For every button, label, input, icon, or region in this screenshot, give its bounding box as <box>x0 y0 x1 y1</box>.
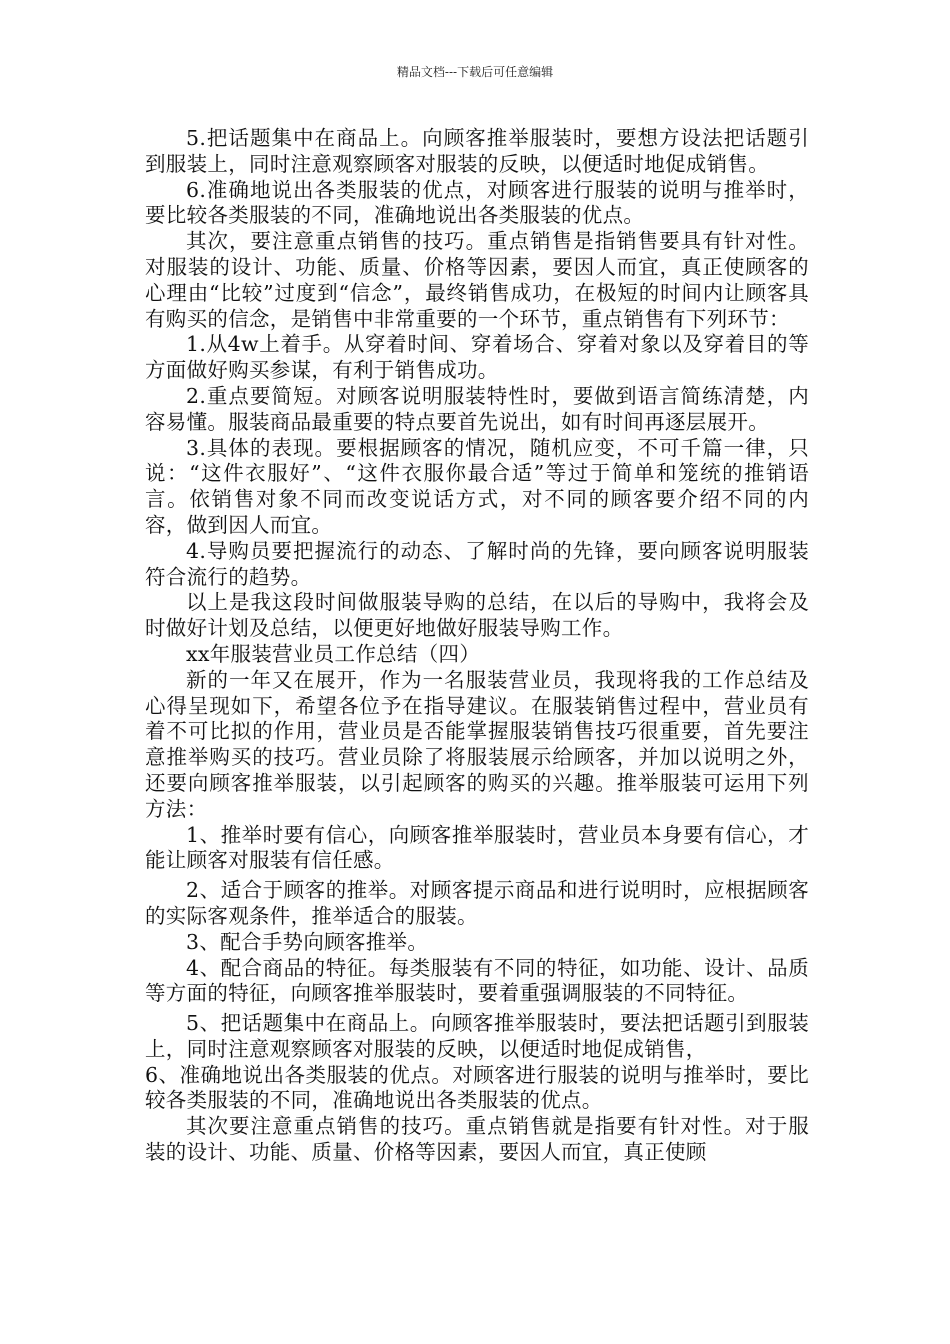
paragraph: 6、准确地说出各类服装的优点。对顾客进行服装的说明与推举时，要比较各类服装的不同，准确地说出各类服装的优点。 <box>145 1062 809 1113</box>
paragraph: 5.把话题集中在商品上。向顾客推举服装时，要想方设法把话题引到服装上，同时注意观察顾客对服装的反映，以便适时地促成销售。 <box>145 126 809 176</box>
paragraph: 其次要注意重点销售的技巧。重点销售就是指要有针对性。对于服装的设计、功能、质量、价格等因素，要因人而宜，真正使顾 <box>145 1114 809 1165</box>
paragraph: 其次，要注意重点销售的技巧。重点销售是指销售要具有针对性。对服装的设计、功能、质量、价格等因素，要因人而宜，真正使顾客的心理由“比较”过度到“信念”，最终销售成功，在极短的时间内让顾客具有购买的信念，是销售中非常重要的一个环节，重点销售有下列环节： <box>145 229 809 331</box>
document-body <box>145 126 809 1166</box>
paragraph: 3.具体的表现。要根据顾客的情况，随机应变，不可千篇一律，只说：“这件衣服好”、“这件衣服你最合适”等过于简单和笼统的推销语言。依销售对象不同而改变说话方式，对不同的顾客要介绍不同的内容，做到因人而宜。 <box>145 435 809 537</box>
paragraph: 6.准确地说出各类服装的优点，对顾客进行服装的说明与推举时，要比较各类服装的不同，准确地说出各类服装的优点。 <box>145 177 809 228</box>
paragraph: 3、配合手势向顾客推举。 <box>186 929 429 954</box>
page-header: 精品文档---下载后可任意编辑 <box>396 65 554 79</box>
paragraph: 2.重点要简短。对顾客说明服装特性时，要做到语言简练清楚，内容易懂。服装商品最重要的特点要首先说出，如有时间再逐层展开。 <box>145 383 809 434</box>
paragraph: 4.导购员要把握流行的动态、了解时尚的先锋，要向顾客说明服装符合流行的趋势。 <box>145 538 809 589</box>
paragraph: 以上是我这段时间做服装导购的总结，在以后的导购中，我将会及时做好计划及总结，以便更好地做好服装导购工作。 <box>145 590 809 641</box>
paragraph: 1.从4w上着手。从穿着时间、穿着场合、穿着对象以及穿着目的等方面做好购买参谋，有利于销售成功。 <box>145 332 809 383</box>
paragraph: 新的一年又在展开，作为一名服装营业员，我现将我的工作总结及心得呈现如下，希望各位予在指导建议。在服装销售过程中，营业员有着不可比拟的作用，营业员是否能掌握服装销售技巧很重要，首先要注意推举购买的技巧。营业员除了将服装展示给顾客，并加以说明之外，还要向顾客推举服装，以引起顾客的购买的兴趣。推举服装可运用下列方法： <box>145 667 809 821</box>
paragraph: 1、推举时要有信心，向顾客推举服装时，营业员本身要有信心，才能让顾客对服装有信任感。 <box>145 822 809 873</box>
paragraph: 5、把话题集中在商品上。向顾客推举服装时，要法把话题引到服装上，同时注意观察顾客对服装的反映，以便适时地促成销售， <box>145 1011 809 1061</box>
paragraph: 2、适合于顾客的推举。对顾客提示商品和进行说明时，应根据顾客的实际客观条件，推举适合的服装。 <box>145 878 809 928</box>
paragraph: 4、配合商品的特征。每类服装有不同的特征，如功能、设计、品质等方面的特征，向顾客推举服装时，要着重强调服装的不同特征。 <box>145 955 809 1006</box>
section-heading: xx年服装营业员工作总结（四） <box>186 641 481 666</box>
